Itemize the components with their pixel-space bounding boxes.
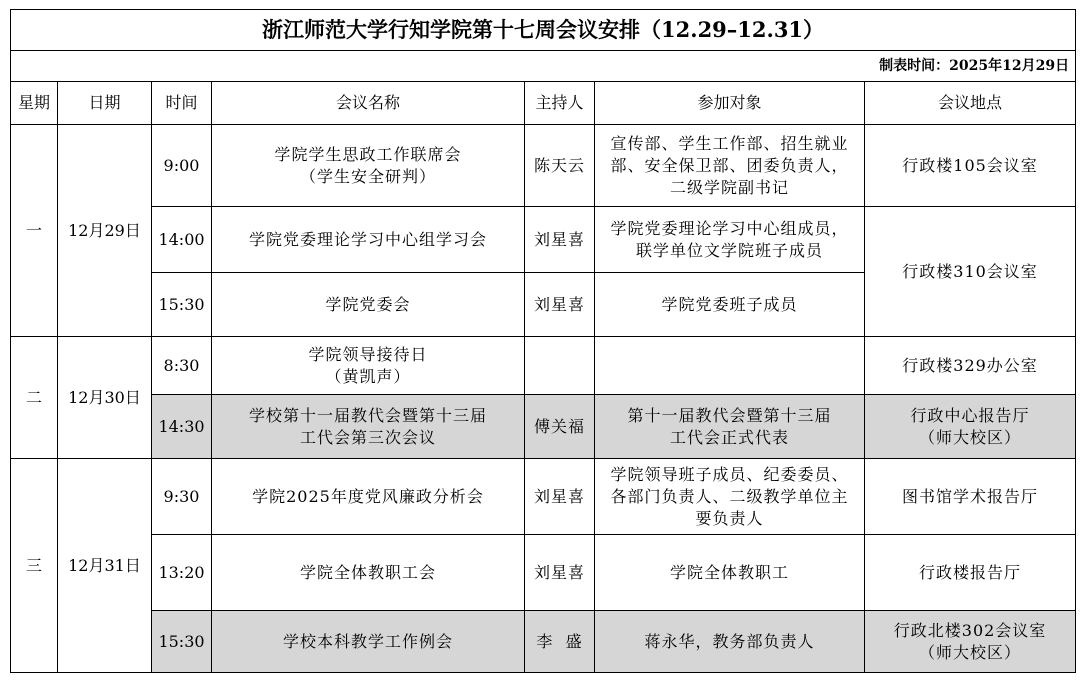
- header-row: [11, 82, 1076, 125]
- weekday-cell: 三: [11, 459, 58, 673]
- host-cell: 刘星喜: [525, 459, 595, 535]
- table-row: [11, 611, 1076, 673]
- attendees-cell: 学院党委理论学习中心组成员， 联学单位文学院班子成员: [595, 207, 865, 273]
- table-row: [11, 207, 1076, 273]
- table-row: [11, 459, 1076, 535]
- host-cell: 刘星喜: [525, 535, 595, 611]
- meeting-name-cell: 学院党委会: [212, 273, 525, 337]
- host-cell: 刘星喜: [525, 207, 595, 273]
- header-date: 日期: [58, 82, 152, 125]
- host-cell: 刘星喜: [525, 273, 595, 337]
- time-cell: 15:30: [152, 611, 212, 673]
- location-cell: 行政中心报告厅 （师大校区）: [865, 395, 1076, 459]
- meeting-name-cell: 学院学生思政工作联席会 （学生安全研判）: [212, 125, 525, 207]
- attendees-cell: 蒋永华，教务部负责人: [595, 611, 865, 673]
- table-row: [11, 395, 1076, 459]
- attendees-cell: 学院党委班子成员: [595, 273, 865, 337]
- weekday-cell: 一: [11, 125, 58, 337]
- time-cell: 15:30: [152, 273, 212, 337]
- time-cell: 14:00: [152, 207, 212, 273]
- time-cell: 9:00: [152, 125, 212, 207]
- time-cell: 8:30: [152, 337, 212, 395]
- creation-date: 制表时间：2025年12月29日: [11, 51, 1076, 82]
- host-cell: 傅关福: [525, 395, 595, 459]
- host-cell: 李 盛: [525, 611, 595, 673]
- location-cell: 行政楼报告厅: [865, 535, 1076, 611]
- header-meeting-name: 会议名称: [212, 82, 525, 125]
- location-cell: 行政楼329办公室: [865, 337, 1076, 395]
- time-cell: 13:20: [152, 535, 212, 611]
- date-cell: 12月31日: [58, 459, 152, 673]
- host-cell: 陈天云: [525, 125, 595, 207]
- meeting-name-cell: 学院党委理论学习中心组学习会: [212, 207, 525, 273]
- date-cell: 12月29日: [58, 125, 152, 337]
- weekday-cell: 二: [11, 337, 58, 459]
- time-cell: 9:30: [152, 459, 212, 535]
- location-cell: 行政楼310会议室: [865, 207, 1076, 337]
- time-cell: 14:30: [152, 395, 212, 459]
- location-cell: 行政北楼302会议室 （师大校区）: [865, 611, 1076, 673]
- header-attendees: 参加对象: [595, 82, 865, 125]
- attendees-cell: 第十一届教代会暨第十三届 工代会正式代表: [595, 395, 865, 459]
- table-row: [11, 125, 1076, 207]
- page-title: 浙江师范大学行知学院第十七周会议安排（12.29–12.31）: [11, 10, 1076, 51]
- attendees-cell: 学院全体教职工: [595, 535, 865, 611]
- table-row: [11, 535, 1076, 611]
- date-cell: 12月30日: [58, 337, 152, 459]
- header-location: 会议地点: [865, 82, 1076, 125]
- attendees-cell: 学院领导班子成员、纪委委员、 各部门负责人、二级教学单位主 要负责人: [595, 459, 865, 535]
- table-row: [11, 337, 1076, 395]
- meeting-name-cell: 学院领导接待日 （黄凯声）: [212, 337, 525, 395]
- meeting-name-cell: 学院全体教职工会: [212, 535, 525, 611]
- meeting-name-cell: 学院2025年度党风廉政分析会: [212, 459, 525, 535]
- meeting-name-cell: 学校第十一届教代会暨第十三届 工代会第三次会议: [212, 395, 525, 459]
- header-time: 时间: [152, 82, 212, 125]
- schedule-table: [10, 9, 1076, 673]
- header-weekday: 星期: [11, 82, 58, 125]
- attendees-cell: 宣传部、学生工作部、招生就业 部、安全保卫部、团委负责人， 二级学院副书记: [595, 125, 865, 207]
- header-host: 主持人: [525, 82, 595, 125]
- attendees-cell: [595, 337, 865, 395]
- host-cell: [525, 337, 595, 395]
- meeting-name-cell: 学校本科教学工作例会: [212, 611, 525, 673]
- location-cell: 行政楼105会议室: [865, 125, 1076, 207]
- location-cell: 图书馆学术报告厅: [865, 459, 1076, 535]
